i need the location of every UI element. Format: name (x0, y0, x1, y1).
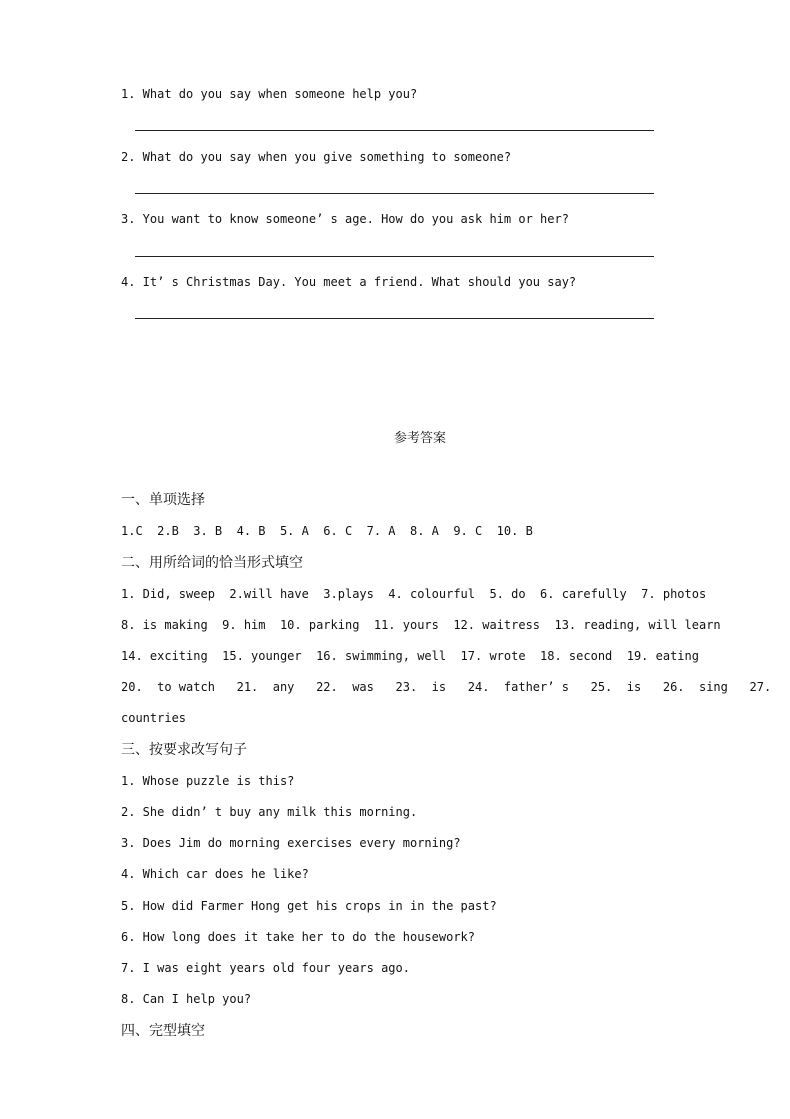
section-3-line-3: 3. Does Jim do morning exercises every morning? (121, 836, 461, 850)
answer-line-4 (135, 318, 654, 319)
section-1-answers: 1.C 2.B 3. B 4. B 5. A 6. C 7. A 8. A 9. C 10. B (121, 524, 533, 538)
question-1: 1. What do you say when someone help you? (121, 87, 418, 101)
section-3-line-4: 4. Which car does he like? (121, 867, 309, 881)
section-heading-1: 一、单项选择 (121, 492, 205, 508)
section-3-line-5: 5. How did Farmer Hong get his crops in in the past? (121, 899, 497, 913)
section-heading-2: 二、用所给词的恰当形式填空 (121, 555, 303, 571)
question-3: 3. You want to know someone’ s age. How do you ask him or her? (121, 212, 569, 226)
section-heading-3: 三、按要求改写句子 (121, 742, 247, 758)
section-3-line-7: 7. I was eight years old four years ago. (121, 961, 410, 975)
answer-line-3 (135, 256, 654, 257)
section-3-line-6: 6. How long does it take her to do the housework? (121, 930, 476, 944)
answer-line-1 (135, 130, 654, 131)
answer-line-2 (135, 193, 654, 194)
section-2-line-4: 20. to watch 21. any 22. was 23. is 24. father’ s 25. is 26. sing 27. (121, 680, 772, 694)
section-3-line-2: 2. She didn’ t buy any milk this morning. (121, 805, 418, 819)
section-2-line-2: 8. is making 9. him 10. parking 11. yours 12. waitress 13. reading, will learn (121, 618, 721, 632)
section-heading-4: 四、完型填空 (121, 1023, 205, 1039)
section-3-line-1: 1. Whose puzzle is this? (121, 774, 295, 788)
section-2-line-5: countries (121, 711, 187, 725)
section-3-line-8: 8. Can I help you? (121, 992, 252, 1006)
section-2-line-1: 1. Did, sweep 2.will have 3.plays 4. colourful 5. do 6. carefully 7. photos (121, 587, 707, 601)
question-2: 2. What do you say when you give something to someone? (121, 150, 512, 164)
answers-title: 参考答案 (393, 431, 446, 446)
section-2-line-3: 14. exciting 15. younger 16. swimming, well 17. wrote 18. second 19. eating (121, 649, 699, 663)
question-4: 4. It’ s Christmas Day. You meet a friend. What should you say? (121, 275, 577, 289)
